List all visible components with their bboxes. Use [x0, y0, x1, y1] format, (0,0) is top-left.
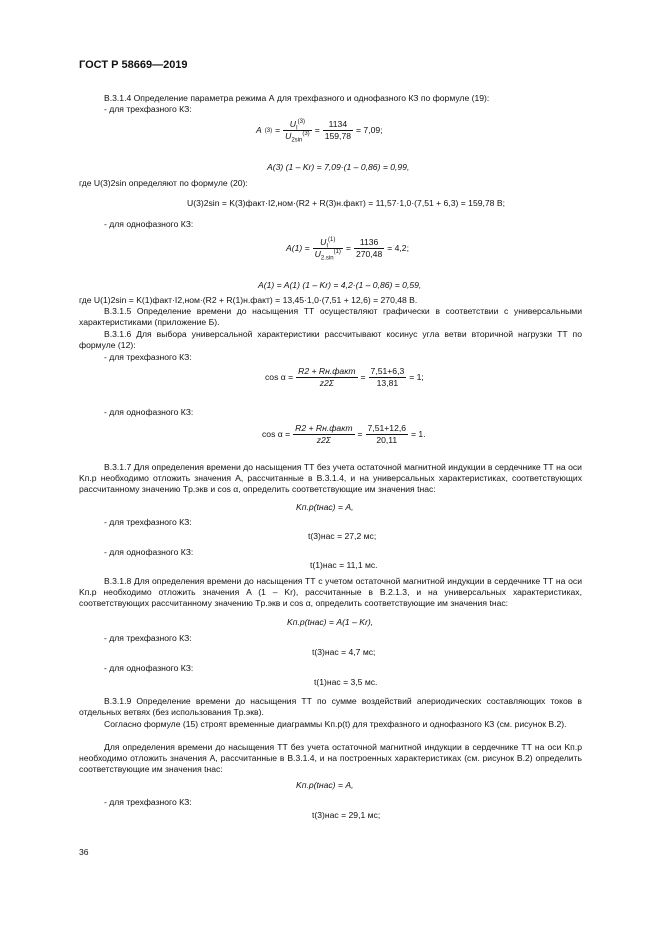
fraction-num-sub: I	[296, 125, 298, 132]
fraction-den-value: 159,78	[324, 131, 352, 141]
formula-t1-35: t(1)нас = 3,5 мс.	[314, 677, 378, 687]
formula-result: = 7,09;	[356, 125, 383, 135]
para-b316: В.3.1.6 Для выбора универсальной характеристики рассчитывают косинус угла ветви вторичной нагрузки ТТ по формуле (12):	[79, 329, 582, 350]
formula-lhs: A(1) =	[286, 243, 310, 253]
label-three-phase: - для трехфазного КЗ:	[104, 797, 192, 807]
formula-a3-kr: A(3) (1 – Kr) = 7,09·(1 – 0,86) = 0,99,	[267, 162, 410, 172]
para-u2sin-1: где U(1)2sin = K(1)факт·I2,ном·(R2 + R(1)н.факт) = 13,45·1,0·(7,51 + 12,6) = 270,48 В.	[79, 295, 418, 305]
fraction-u	[283, 119, 312, 142]
formula-result: = 1;	[409, 372, 424, 382]
para-u2sin-def: где U(3)2sin определяют по формуле (20):	[79, 178, 248, 188]
formula-kpr-a: Kп.р(tнас) = A,	[296, 502, 354, 512]
fraction-num-value: 7,51+6,3	[370, 366, 405, 376]
formula-kpr-akr: Kп.р(tнас) = A(1 – Kr),	[287, 617, 374, 627]
formula-cos-3: cos α = $\frac{\text{R2 + Rн.факт}}{z2\Sigma}$ = $\frac{7,51+6,3}{13,81}$ = 1;	[265, 366, 424, 388]
label-one-phase: - для однофазного КЗ:	[104, 663, 194, 673]
formula-a3: A (3) = $\frac{U_I^{(3)}}{U_{2sin}^{(3)}}$ = $\frac{1134}{159,78}$ = 7,09;	[256, 119, 383, 144]
label-three-phase: - для трехфазного КЗ:	[104, 104, 192, 114]
formula-kpr-a-2: Kп.р(tнас) = A,	[296, 780, 354, 790]
fraction-u1: $\frac{U_I^{(1)}}{U_{2.sin}^{(1)}}$	[314, 237, 341, 262]
formula-a1: A(1) = $\frac{U_I^{(1)}}{U_{2.sin}^{(1)}}$ = $\frac{1136}{270,48}$ = 4,2;	[286, 237, 409, 262]
para-b318: В.3.1.8 Для определения времени до насыщения ТТ с учетом остаточной магнитной индукции в сердечнике ТТ на оси Kп.р необходимо отложить значения A (1 – Kr), рассчитанные в В.2.1.3, и на универсальных характеристиках, соответствующих рассчитанному значению Tр.экв и cos α, определить соответствующие им значения tнас:	[79, 576, 582, 608]
formula-u2sin-3: U(3)2sin = K(3)факт·I2,ном·(R2 + R(3)н.факт) = 11,57·1,0·(7,51 + 6,3) = 159,78 В;	[187, 198, 505, 208]
fraction-den: z2Σ	[319, 378, 334, 388]
formula-t3-47: t(3)нас = 4,7 мс;	[312, 647, 376, 657]
page-header: ГОСТ Р 58669—2019	[79, 59, 188, 71]
label-three-phase: - для трехфазного КЗ:	[104, 352, 192, 362]
label-one-phase: - для однофазного КЗ:	[104, 219, 194, 229]
fraction-values	[323, 119, 353, 142]
formula-lhs: A	[256, 125, 262, 135]
fraction-values	[366, 423, 408, 446]
fraction-r	[293, 423, 354, 446]
fraction-num-value: 1136	[354, 237, 384, 249]
fraction-den-value: 13,81	[376, 378, 399, 388]
label-one-phase: - для однофазного КЗ:	[104, 407, 194, 417]
formula-a1-kr: A(1) = A(1) (1 – Kr) = 4,2·(1 – 0,86) = 0,59,	[258, 280, 422, 290]
para-method: Для определения времени до насыщения ТТ без учета остаточной магнитной индукции в сердечнике ТТ на оси Kп.р необходимо отложить значения A, рассчитанные в В.3.1.4, и на построенных характеристиках (см. рисунок В.2) определить соответствующие им значения tнас:	[79, 742, 582, 774]
fraction-values	[369, 366, 407, 389]
formula-t3-27: t(3)нас = 27,2 мс;	[308, 531, 377, 541]
formula-t3-29: t(3)нас = 29,1 мс;	[312, 810, 381, 820]
formula-lhs: cos α =	[265, 372, 294, 382]
para-b314: В.3.1.4 Определение параметра режима А для трехфазного и однофазного КЗ по формуле (19):	[104, 93, 490, 103]
fraction-num-value: 7,51+12,6	[367, 423, 407, 433]
fraction-values	[354, 237, 384, 260]
fraction-den: U	[285, 131, 292, 141]
formula-result: = 1.	[411, 429, 426, 439]
label-three-phase: - для трехфазного КЗ:	[104, 517, 192, 527]
para-b317: В.3.1.7 Для определения времени до насыщения ТТ без учета остаточной магнитной индукции в сердечнике ТТ на оси Kп.р необходимо отложить значения A, рассчитанные в В.3.1.4, и на универсальных характеристиках, соответствующих рассчитанному значению Tр.экв и cos α, определить соответствующие им значения tнас:	[79, 462, 582, 494]
formula-t1-11: t(1)нас = 11,1 мс.	[310, 560, 378, 570]
fraction-num: U	[289, 119, 296, 129]
para-b315: В.3.1.5 Определение времени до насыщения ТТ осуществляют графически в соответствии с универсальными характеристиками (приложение Б).	[79, 306, 582, 327]
para-b319: В.3.1.9 Определение времени до насыщения ТТ по сумме воздействий апериодических составляющих токов в отдельных ветвях (без использования Tр.экв).	[79, 696, 582, 717]
fraction-den-sub: 2sin	[291, 137, 303, 144]
para-formula15: Согласно формуле (15) строят временные диаграммы Kп.р(t) для трехфазного и однофазного КЗ (см. рисунок В.2).	[104, 719, 567, 729]
fraction-num-value: 1134	[323, 119, 353, 131]
fraction-den: z2Σ	[316, 435, 331, 445]
fraction-r	[296, 366, 357, 389]
fraction-den-sup: (3)	[302, 131, 310, 138]
formula-result: = 4,2;	[387, 243, 409, 253]
fraction-den-value: 270,48	[355, 249, 383, 259]
label-one-phase: - для однофазного КЗ:	[104, 547, 194, 557]
page-number: 36	[79, 847, 89, 857]
fraction-num: R2 + Rн.факт	[298, 366, 356, 376]
formula-lhs: cos α =	[262, 429, 291, 439]
label-three-phase: - для трехфазного КЗ:	[104, 633, 192, 643]
fraction-num: R2 + Rн.факт	[295, 423, 353, 433]
formula-cos-1: cos α = $\frac{\text{R2 + Rн.факт}}{z2\Sigma}$ = $\frac{7,51+12,6}{20,11}$ = 1.	[262, 423, 426, 445]
fraction-den-value: 20,11	[376, 435, 398, 445]
fraction-num-sup: (3)	[297, 119, 306, 126]
